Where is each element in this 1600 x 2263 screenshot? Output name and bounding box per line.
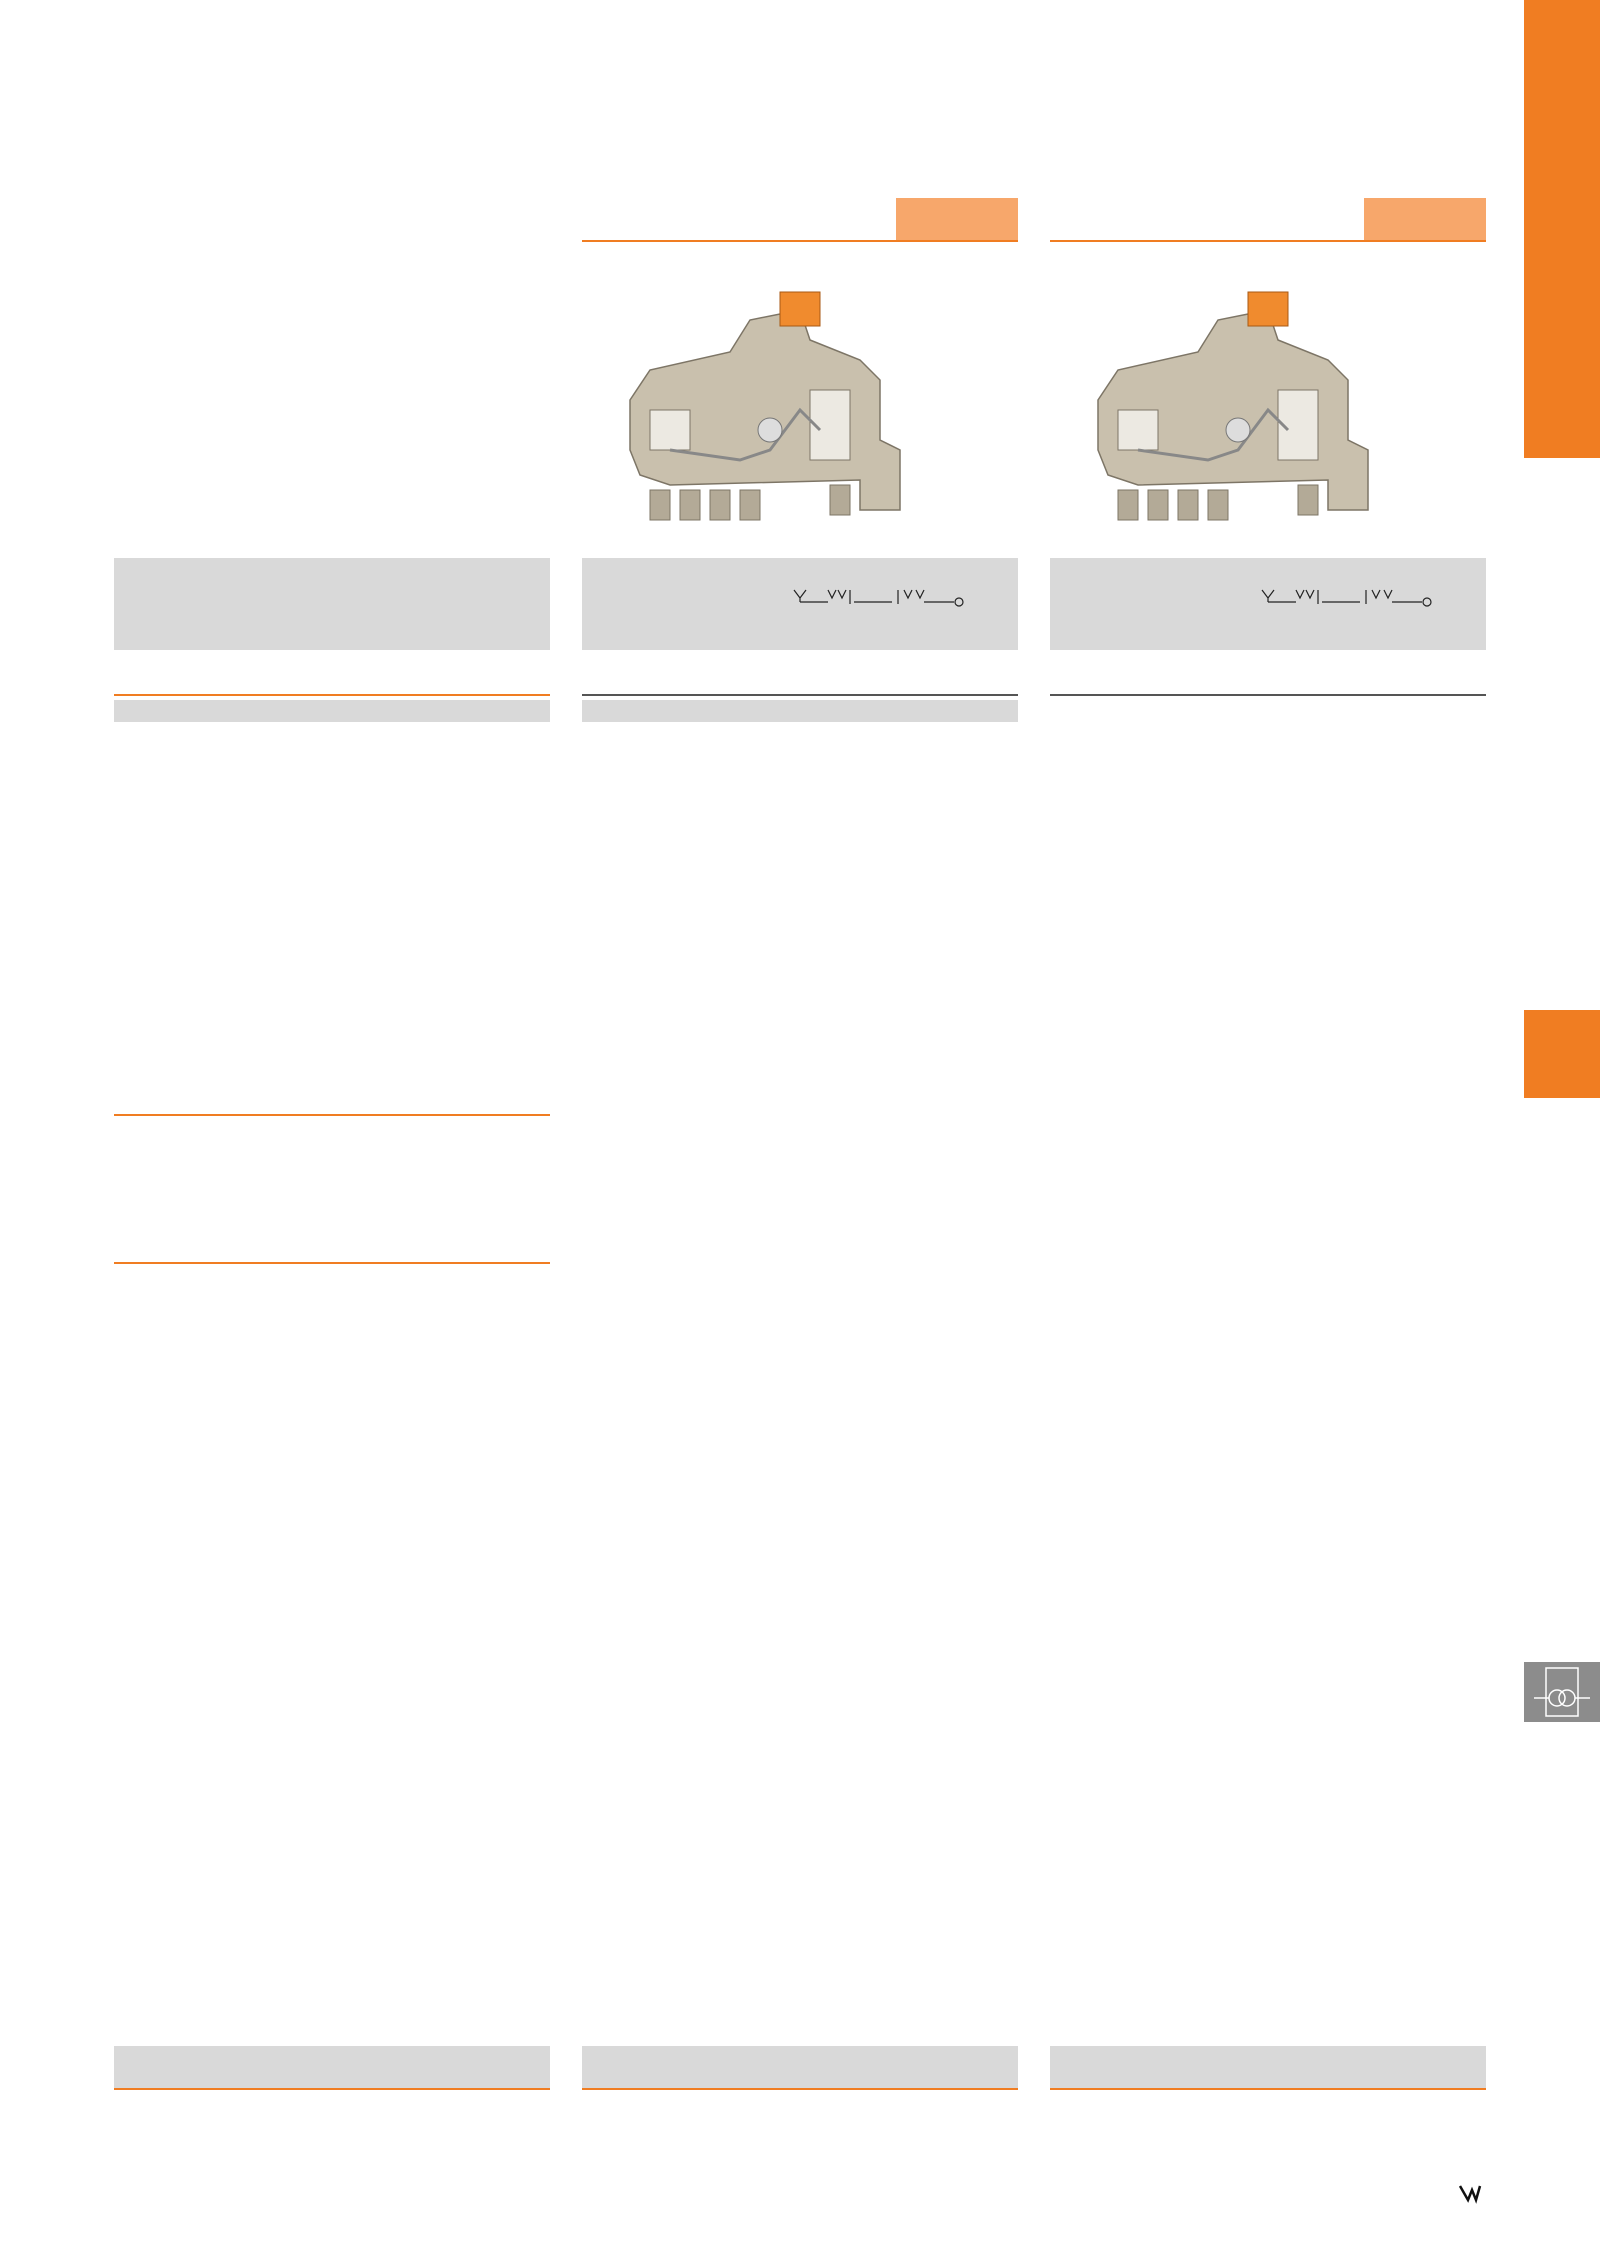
product-header-vt	[1050, 198, 1486, 240]
product-image-ct	[610, 280, 910, 540]
divider	[114, 694, 550, 696]
divider	[1050, 694, 1486, 696]
divider	[1050, 2088, 1486, 2090]
transformer-icon	[1524, 1662, 1600, 1722]
product-image-vt	[1078, 280, 1378, 540]
online-catalogue-note[interactable]	[114, 2046, 550, 2088]
footer-band-vt	[1050, 2046, 1486, 2088]
standards-header-band	[582, 700, 1018, 722]
divider	[582, 694, 1018, 696]
summary-ct	[582, 558, 1018, 650]
summary-labels	[114, 558, 550, 650]
section-letter-tab[interactable]	[1524, 1010, 1600, 1098]
product-size-ct	[896, 198, 1018, 240]
circuit-symbol-icon	[1260, 584, 1480, 608]
divider	[114, 1262, 550, 1264]
divider	[1050, 240, 1486, 242]
transformer-icon-tab[interactable]	[1524, 1662, 1600, 1722]
rated-data-band	[114, 700, 550, 722]
product-size-vt	[1364, 198, 1486, 240]
circuit-symbol-icon	[792, 584, 1012, 608]
divider	[582, 240, 1018, 242]
divider	[114, 2088, 550, 2090]
product-header-ct	[582, 198, 1018, 240]
divider	[114, 1114, 550, 1116]
application-range-tab[interactable]	[1524, 0, 1600, 458]
summary-vt	[1050, 558, 1486, 650]
divider	[582, 2088, 1018, 2090]
footer-band-ct	[582, 2046, 1018, 2088]
weidmuller-logo-icon	[1458, 2182, 1482, 2204]
